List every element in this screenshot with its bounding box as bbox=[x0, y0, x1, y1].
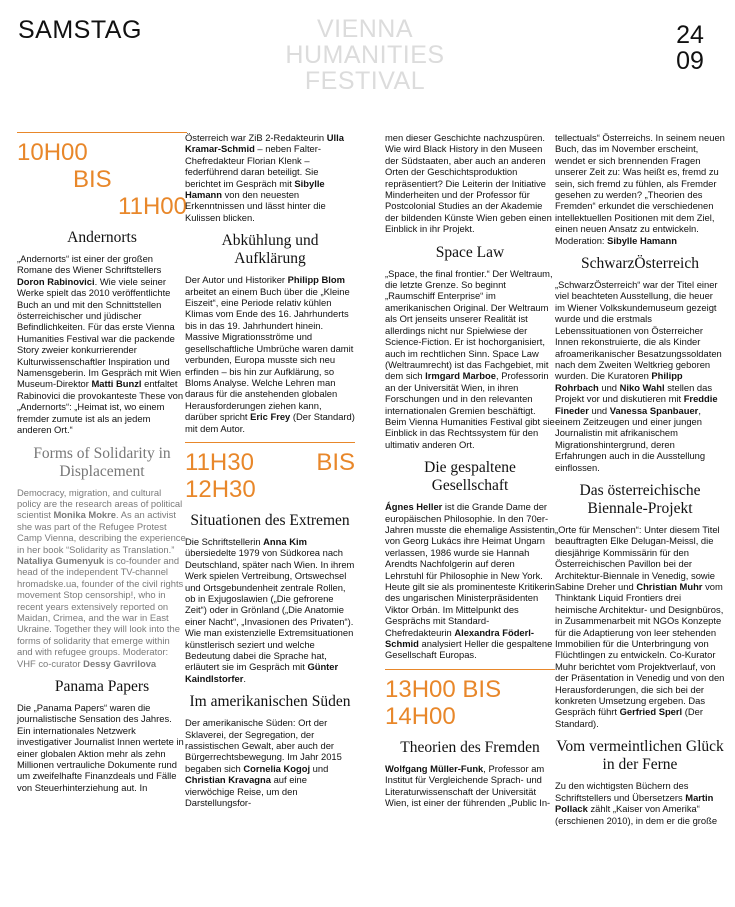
person-name: Philipp Rohrbach bbox=[555, 370, 683, 393]
text-run: . As an activist she was part of the Refugee Protest Camp Vienna, describing the experience in her book “Solidarity as Translation.” bbox=[17, 509, 186, 555]
article-body bbox=[555, 524, 725, 729]
article-body bbox=[17, 253, 187, 436]
article-title: Vom vermeintlichen Glück in der Ferne bbox=[556, 738, 724, 774]
text-run: (Der Standard). bbox=[555, 706, 703, 729]
article-title: Das österreichische Biennale-Projekt bbox=[579, 481, 701, 517]
person-name: Irmgard Marboe bbox=[425, 370, 496, 382]
column-4 bbox=[555, 132, 725, 826]
article-body bbox=[385, 763, 555, 809]
person-name: Wolfgang Müller-Funk bbox=[385, 762, 484, 774]
person-name: Sibylle Hamann bbox=[607, 234, 677, 246]
person-name: Christian Muhr bbox=[636, 581, 703, 592]
text-run: Democracy, migration, and cultural policy are the research areas of political scientist bbox=[17, 486, 183, 521]
text-run: , Professorin an der Universität Wien, in ihren Forschungen und in den relevanten internationalen Gremien beschäftigt. Beim Vienna Humanities Festival gibt sie Einblick in das Rechtssystem für den ultimativ anderen Ort. bbox=[385, 370, 555, 450]
person-name: Ágnes Heller bbox=[385, 501, 443, 513]
article-title: Die gespaltene Gesellschaft bbox=[424, 459, 516, 495]
article-body bbox=[185, 717, 355, 808]
person-name: Monika Mokre bbox=[53, 509, 116, 521]
text-run: und bbox=[598, 381, 620, 393]
date-day: 24 bbox=[676, 21, 704, 49]
time-word: BIS bbox=[316, 448, 355, 476]
article-title: Space Law bbox=[435, 243, 505, 261]
article-title: SchwarzÖsterreich bbox=[581, 255, 699, 273]
text-run: „Andernorts“ ist einer der großen Romane des Wiener Schriftstellers bbox=[17, 253, 162, 276]
column-3 bbox=[385, 132, 555, 808]
text-run: tellectuals“ Österreichs. In seinem neuen Buch, das im November erscheint, wendet er sich brennenden Fragen unserer Zeit zu: Was heißt es, fremd zu sein, sich fremd zu fühlen, als Fremder gesehen zu werden? „Theorien des Fremden“ erkundet die verschiedenen intellektuellen Positionen mit dem Ziel, einen neuen Ansatz zu entwickeln. Moderation: bbox=[555, 132, 725, 246]
article-body bbox=[185, 536, 355, 684]
person-name: Vanessa Spanbauer bbox=[609, 404, 699, 416]
person-name: Anna Kim bbox=[263, 535, 307, 547]
person-name: Ulla Kramar-Schmid bbox=[185, 132, 344, 155]
time-slot-3 bbox=[385, 669, 555, 730]
person-name: Gerfried Sperl bbox=[619, 706, 683, 718]
person-name: Doron Rabinovici bbox=[17, 275, 95, 287]
article-title: Forms of Solidarity in Displacement bbox=[33, 444, 171, 480]
column-1 bbox=[17, 132, 187, 793]
person-name: Alexandra Föderl-Schmid bbox=[385, 626, 535, 650]
day-title: SAMSTAG bbox=[18, 16, 142, 44]
article-title: Andernorts bbox=[67, 229, 137, 246]
festival-title bbox=[240, 16, 490, 94]
column-2 bbox=[185, 132, 355, 808]
text-run: . bbox=[243, 672, 246, 684]
text-run: von den neuesten Erkenntnissen und lässt hinter die Kulissen blicken. bbox=[185, 189, 326, 223]
date-month: 09 bbox=[676, 47, 704, 75]
text-run: stellen das Projekt vor und diskutieren mit bbox=[555, 381, 713, 405]
text-run: Österreich war ZiB 2-Redakteurin bbox=[185, 132, 327, 143]
text-run: „Space, the final frontier.“ Der Weltraum, die letzte Grenze. So beginnt „Raumschiff Enterprise“ im amerikanischen Original. Der Weltraum als Ort jenseits unserer Realität ist allerdings nicht nur Spielwiese der Science-Fiction. Er ist hochorganisiert, auch im rechtlichen Sinn. Space Law (Weltraumrecht) ist das Fachgebiet, mit dem sich bbox=[385, 267, 553, 382]
person-name: Cornelia Kogoj bbox=[243, 762, 311, 774]
article-body bbox=[555, 780, 725, 826]
article-body: Die „Panama Papers“ waren die journalistische Sensation des Jahres. Ein internationales Netzwerk investigativer Journalist Innen wertete in einer globalen Aktion mehr als zehn Millionen vertrauliche Dokumente rund um zweifelhafte Finanzdeals und Fälle von Steuerhinterziehung aut. In bbox=[17, 702, 184, 793]
text-run: zählt „Kaiser von Amerika“ (erschienen 2010), in dem er die große bbox=[555, 803, 718, 826]
text-run: ist die Grande Dame der europäischen Philosophie. In den 70er-Jahren musste die ehemalige Assistentin von Georg Lukács ihre Heimat Ungarn verlassen, 1986 wurde sie Hannah Arendts Nachfolgerin auf deren Lehrstuhl für Philosophie in New York. Heute gilt sie als prominenteste Kritikerin des ungarischen Ministerpräsidenten Viktor Orbán. Im Mittelpunkt des Gesprächs mit Standard-Chefredakteurin bbox=[385, 501, 555, 638]
person-name: Sibylle Hamann bbox=[185, 177, 325, 201]
text-run: „SchwarzÖsterreich“ war der Titel einer viel beachteten Ausstellung, die heuer im Wiener Volkskundemuseum gezeigt wurde und die erstmals Lebenssituationen von Österreicher Innen rekonstruierte, die als Kinder afroamerikanischer Besatzungssoldaten nach dem Zweiten Weltkrieg geboren wurden. Die Kuratoren bbox=[555, 279, 722, 382]
time-slot-2 bbox=[185, 442, 355, 503]
article-body bbox=[385, 268, 555, 451]
text-run: Die Schriftstellerin bbox=[185, 535, 264, 547]
time-to: 12H30 bbox=[185, 475, 256, 503]
article-title: Panama Papers bbox=[54, 678, 150, 695]
text-run: . Wie viele seiner Werke spielt das 2010 veröffentlichte Buch an und mit den Schnittstellen österreichischer und jüdischer Befindlichkeiten. Für das erste Vienna Humanities Festival war die packende Story zweier konkurrierender Kulturwissenschaftler Inspiration und Namensgeberin. Im Gespräch mit Wien Museum-Direktor bbox=[17, 275, 182, 390]
person-name: Christian Kravagna bbox=[185, 774, 271, 786]
person-name: Niko Wahl bbox=[619, 381, 665, 393]
text-run: vom Thinktank Liquid Frontiers drei heimische Architektur- und Designbüros, in Zusammenarbeit mit NGOs Konzepte für die Adaptierung von leer stehenden Immobilien für die Unterbringung von Flüchtlingen zu entwickeln. Co-Kurator Muhr berichtet vom Projektverlauf, von der Präsentation in Venedig und von den Herausforderungen, die sich bei der konkreten Umsetzung ergeben. Das Gespräch führt bbox=[555, 581, 725, 718]
article-title: Abkühlung und Aufklärung bbox=[221, 232, 319, 268]
date-block bbox=[662, 22, 718, 74]
article-body bbox=[555, 132, 725, 246]
person-name: Freddie Fineder bbox=[555, 393, 718, 416]
time-slot-1 bbox=[17, 132, 187, 220]
person-name: Nataliya Gumenyuk bbox=[17, 554, 105, 566]
text-run: is co-founder and head of the independent TV-channel hromadske.ua, founder of the civil rights movement Stop censorship!, who in recent years extensively reported on Maidan, Crimea, and the war in East Ukraine. Together they will look into the forms of solidarity that emerge within and with refugee groups. Moderator: VHF co-curator bbox=[17, 554, 184, 669]
text-run: (Der Standard) mit dem Autor. bbox=[185, 411, 355, 434]
person-name: Eric Frey bbox=[250, 411, 291, 423]
text-run: Der amerikanische Süden: Ort der Sklaverei, der Segregation, der rassistischen Gewalt, aber auch der Bürgerrechtsbewegung. Im Jahr 2015 begaben sich bbox=[185, 717, 342, 774]
time-from: 10H00 bbox=[17, 139, 88, 166]
article-body bbox=[185, 132, 355, 223]
text-run: , Professor am Institut für Vergleichende Sprach- und Literaturwissenschaft der Universität Wien, ist einer der führenden „Public In- bbox=[385, 762, 551, 809]
text-run: – neben Falter-Chefredakteur Florian Klenk – federführend daran beteiligt. Sie berichtet im Gespräch mit bbox=[185, 143, 322, 189]
text-run: entfaltet Rabinovici die provokanteste These von „Andernorts“: „Heimat ist, wo einem fremder zumute ist als an jedem anderen Ort.“ bbox=[17, 378, 184, 436]
article-body bbox=[17, 487, 187, 670]
article-title: Im amerikanischen Süden bbox=[189, 693, 351, 711]
text-run: Zu den wichtigsten Büchern des Schriftstellers und Übersetzers bbox=[555, 780, 689, 803]
person-name: Matti Bunzl bbox=[91, 378, 142, 390]
article-title: Situationen des Extremen bbox=[190, 511, 350, 529]
article-title: Theorien des Fremden bbox=[400, 738, 540, 756]
time-from: 13H00 BIS bbox=[385, 675, 502, 703]
festival-line-2: HUMANITIES bbox=[285, 41, 445, 69]
person-name: Martin Pollack bbox=[555, 791, 714, 815]
text-run: , einem Zeitzeugen und einer jungen Journalistin mit afrikanischem Migrationshintergrund, deren Erfahrungen auch in die Ausstellung einflossen. bbox=[555, 404, 706, 473]
festival-line-3: FESTIVAL bbox=[304, 67, 426, 95]
festival-line-1: VIENNA bbox=[316, 15, 414, 43]
article-body bbox=[385, 501, 555, 661]
text-run: und bbox=[310, 762, 329, 774]
person-name: Philipp Blom bbox=[287, 274, 345, 286]
text-run: „Orte für Menschen“: Unter diesem Titel beauftragten Elke Delugan-Meissl, die diesjährige Kommissärin für den Österreichischen Pavillon bei der Architektur-Biennale in Venedig, sowie Sabine Dreher und bbox=[555, 523, 720, 592]
text-run: auf eine vierwöchige Reise, um den Darstellungsfor- bbox=[185, 774, 307, 809]
article-body bbox=[185, 274, 355, 434]
text-run: übersiedelte 1979 von Südkorea nach Deutschland, später nach Wien. In ihrem Werk spielen Vertreibung, Ortswechsel und Ortsgebundenheit zentrale Rollen, ob in Exjugoslawien („Die gefrorene Zeit“) oder in Grönland („Die Anatomie einer Nacht“, „Invasionen des Privaten“). Wie man existenzielle Extremsituationen künstlerisch seziert und welche Bedeutung dabei die Sprache hat, erläutert sie im Gespräch mit bbox=[185, 547, 355, 673]
article-body: men dieser Geschichte nachzuspüren. Wie wird Black History in den Museen der Südstaaten, aber auch an anderen Orten der Geschichtsproduktion repräsentiert? Die Leiterin der Initiative Minderheiten und der Professor für Postcolonial Studies an der Akademie der bildenden Künste Wien geben einen Einblick in ihr Projekt. bbox=[385, 132, 552, 235]
person-name: Dessy Gavrilova bbox=[83, 657, 157, 669]
time-to: 14H00 bbox=[385, 702, 456, 730]
text-run: und bbox=[588, 404, 610, 416]
text-run: arbeitet an einem Buch über die „Kleine Eiszeit“, eine Periode relativ kühlen Klimas vom Ende des 16. Jahrhunderts bis in das 19. Jahrhundert hinein. Massive Migrationsströme und gesellschaftliche Umbrüche waren damit verbunden, Europa musste sich neu erfinden – bis hin zur Aufklärung, so Bloms Analyse. Welche Lehren man daraus für die anstehenden globalen Herausforderungen ziehen kann, darüber spricht bbox=[185, 285, 354, 423]
person-name: Günter Kaindlstorfer bbox=[185, 661, 339, 684]
text-run: analysiert Heller die gespaltene Gesellschaft Europas. bbox=[385, 638, 553, 661]
article-body bbox=[555, 279, 725, 473]
text-run: Der Autor und Historiker bbox=[185, 274, 288, 286]
time-from: 11H30 bbox=[185, 448, 254, 476]
time-to: 11H00 bbox=[118, 193, 187, 220]
time-word: BIS bbox=[73, 166, 112, 193]
